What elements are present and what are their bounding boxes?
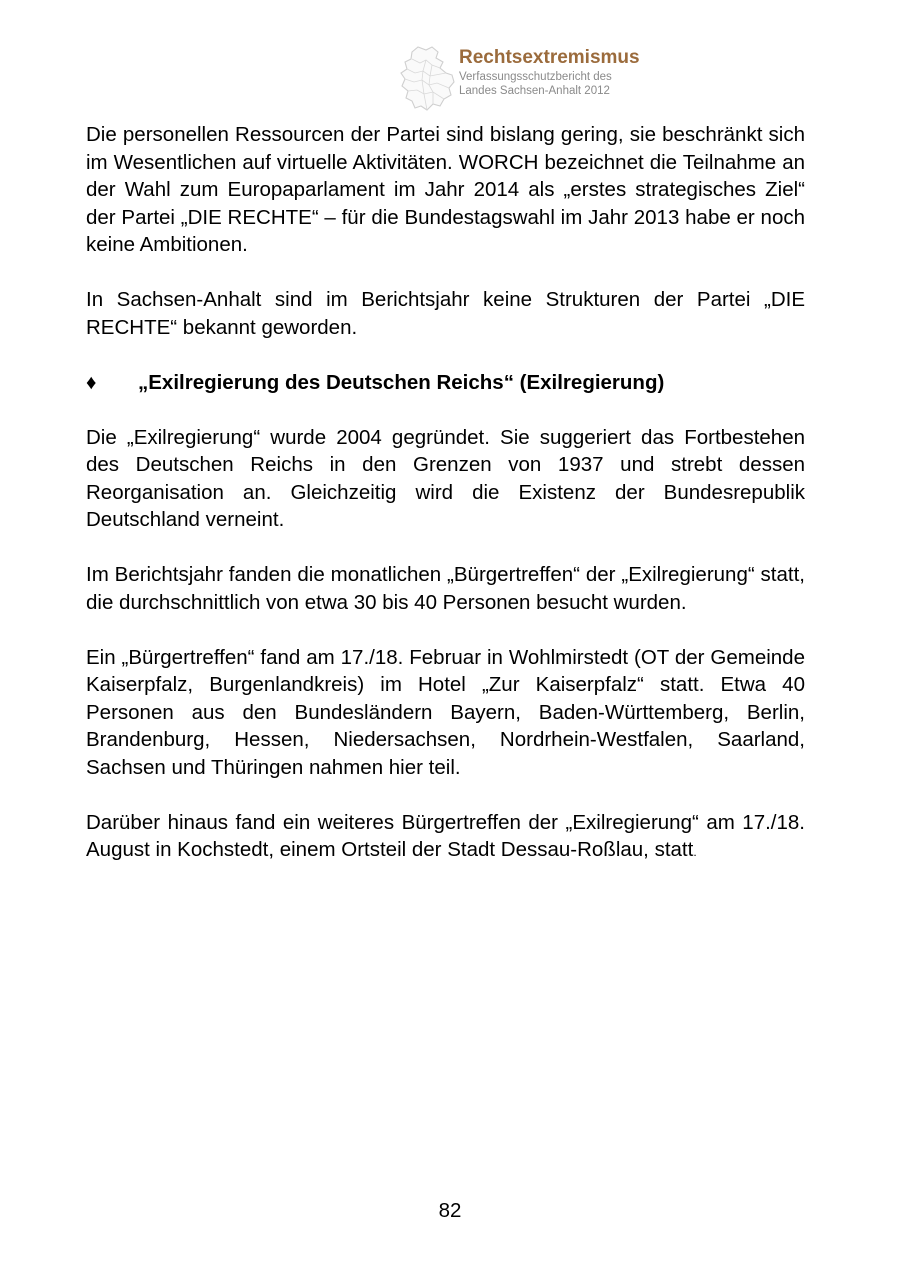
sachsen-anhalt-map-icon: [396, 44, 460, 114]
paragraph-2: In Sachsen-Anhalt sind im Berichtsjahr keine Strukturen der Partei „DIE RECHTE“ bekannt geworden.: [86, 288, 805, 339]
section-heading-text: „Exilregierung des Deutschen Reichs“ (Exilregierung): [138, 370, 665, 394]
section-heading: [86, 369, 805, 397]
paragraph-6: [86, 809, 805, 867]
paragraph-6-end: .: [693, 845, 697, 859]
paragraph-5: Ein „Bürgertreffen“ fand am 17./18. Februar in Wohlmirstedt (OT der Gemeinde Kaiserpfalz, Burgenlandkreis) im Hotel „Zur Kaiserpfalz“ statt. Etwa 40 Personen aus den Bundesländern Bayern, Baden-Württemberg, Berlin, Brandenburg, Hessen, Niedersachsen, Nordrhein-Westfalen, Saarland, Sachsen und Thüringen nahmen hier teil.: [86, 645, 805, 779]
page-number: 82: [438, 1199, 462, 1222]
page-header: [396, 44, 696, 114]
paragraph-1: Die personellen Ressourcen der Partei sind bislang gering, sie beschränkt sich im Wesentlichen auf virtuelle Aktivitäten. WORCH bezeichnet die Teilnahme an der Wahl zum Europaparlament im Jahr 2014 als „erstes strategisches Ziel“ der Partei „DIE RECHTE“ – für die Bundestagswahl im Jahr 2013 habe er noch keine Ambitionen.: [86, 123, 805, 256]
header-subtitle-line1: Verfassungsschutzbericht des: [459, 71, 612, 83]
header-title: Rechtsextremismus: [459, 47, 640, 68]
header-subtitle: [459, 70, 612, 98]
paragraph-3: Die „Exilregierung“ wurde 2004 gegründet. Sie suggeriert das Fortbestehen des Deutschen Reichs in den Grenzen von 1937 und strebt dessen Reorganisation an. Gleichzeitig wird die Existenz der Bundesrepublik Deutschland verneint.: [86, 425, 805, 531]
paragraph-4: Im Berichtsjahr fanden die monatlichen „Bürgertreffen“ der „Exilregierung“ statt, die durchschnittlich von etwa 30 bis 40 Personen besucht wurden.: [86, 563, 805, 614]
header-subtitle-line2: Landes Sachsen-Anhalt 2012: [459, 85, 610, 97]
paragraph-6-text: Darüber hinaus fand ein weiteres Bürgertreffen der „Exilregierung“ am 17./18. August in Kochstedt, einem Ortsteil der Stadt Dessau-Roßlau, statt: [86, 810, 805, 861]
bullet-diamond-icon: ♦: [86, 370, 97, 394]
body-text: [86, 121, 805, 894]
